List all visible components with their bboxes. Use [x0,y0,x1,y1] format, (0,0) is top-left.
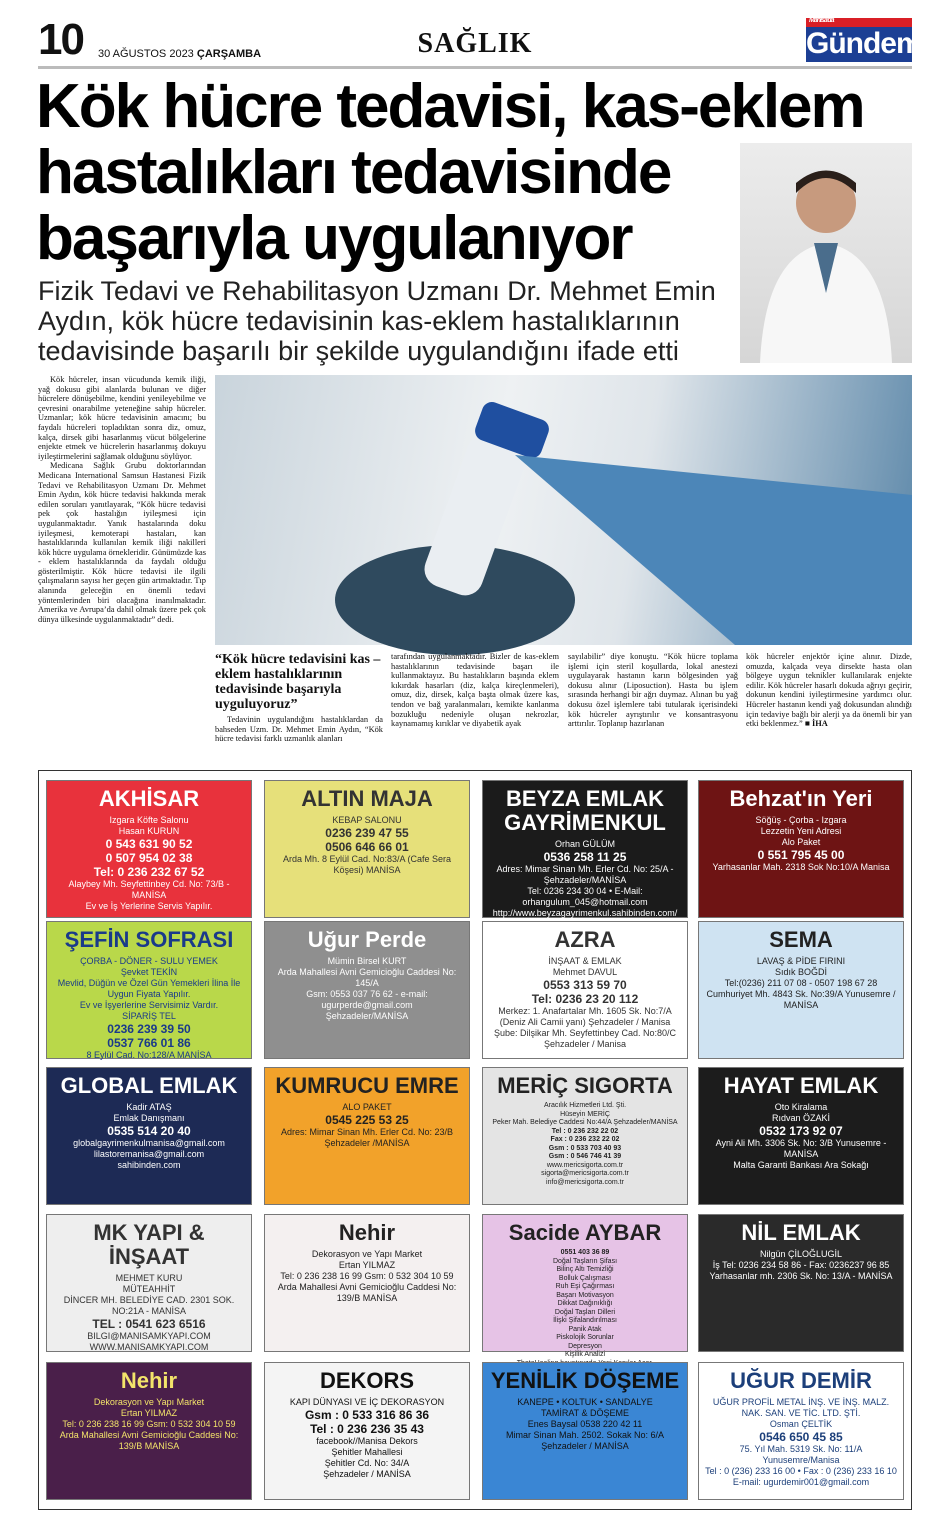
ad-title: GLOBAL EMLAK [60,1073,238,1098]
ad-line: 75. Yıl Mah. 5319 Sk. No: 11/A Yunusemre/Manisa [739,1444,863,1465]
ad-title: Nehir [120,1368,178,1393]
ad-line: Dikkat Dağınıklığı [557,1300,613,1307]
ad-title: SEMA [769,927,833,952]
ad-line: Emlak Danışmanı [113,1113,185,1123]
ad-line: Ertan YILMAZ [338,1260,396,1270]
ad-line: Hüseyin MERİÇ [560,1110,610,1118]
ad-line: Tel: 0236 234 30 04 • E-Mail: orhangulum_045@hotmail.com [522,886,648,907]
headline: Kök hücre tedavisi, kas-eklem hastalıkları tedavisinde başarıyla uygulanıyor [36,72,864,273]
ad-line: İş Tel: 0236 234 58 86 - Fax: 0236237 96 85 [712,1260,890,1270]
ad-line: 8 Eylül Cad. No:128/A MANİSA [86,1050,212,1060]
ad-line: Doğal Taşları Dilleri [554,1308,616,1316]
ad-line: Tel: 0236 23 20 112 [531,992,639,1006]
ad-line: 0546 650 45 85 [759,1430,843,1444]
ad-line: Orhan GÜLÜM [554,839,616,849]
ad-line: Başarı Motivasyon [556,1291,614,1299]
ad-line: Bolluk Çalışması [558,1274,612,1282]
ad-title: ALTIN MAJA [301,786,433,811]
ad-line: Cumhuriyet Mh. 4843 Sk. No:39/A Yunusemre / MANİSA [706,989,896,1010]
business-card-ad [698,780,904,918]
ad-line: Peker Mah. Belediye Caddesi No:44/A Şehzadeler/MANİSA [492,1119,678,1126]
ad-line: WWW.MANISAMKYAPI.COM [89,1342,209,1352]
ad-line: Arda Mh. 8 Eylül Cad. No:83/A (Cafe Sera Köşesi) MANİSA [282,854,452,875]
ad-line: globalgayrimenkulmanisa@gmail.com [73,1138,225,1148]
ad-line: Merkez: 1. Anafartalar Mh. 1605 Sk. No:7/A (Deniz Ali Camii yanı) Şehzadeler / Manisa [498,1006,672,1027]
ad-line: Tel: 0 236 238 16 99 Gsm: 0 532 304 10 59 [62,1419,236,1429]
ad-line: MÜTEAHHİT [122,1284,176,1294]
ad-line: Şehzadeler/MANİSA [325,1011,409,1021]
page-number: 10 [38,15,83,64]
ad-line: LAVAŞ & PİDE FIRINI [756,956,846,966]
ad-line: Yarhasanlar mh. 2306 Sk. No: 13/A - MANİSA [709,1271,893,1281]
ad-title: MERİÇ SIGORTA [497,1073,673,1098]
ad-line: Dekorasyon ve Yapı Market [311,1249,423,1259]
business-card-ad [46,921,252,1059]
business-card-ad [46,1214,252,1352]
ad-line: Dekorasyon ve Yapı Market [93,1397,205,1407]
ad-line: 0535 514 20 40 [107,1124,191,1138]
business-card-ad [482,1362,688,1500]
paragraph: tarafından uygulanmaktadır. Bizler de kas-eklem hastalıklarının tedavisinde başarı ile kullanmaktayız. Bu hastalıkların başında eklem kıkırdak hasarları (diz, kalça kireçlenmeleri), omuz, diz, dirsek, kalça başta olmak üzere kas, tendon ve bağ yaralanmaları, kemikte kanlanma bozukluğu nedeniyle oluşan nekrozlar, kaynamamış kırıklar ve diyabetik ayak [391,652,559,729]
ad-line: KAPI DÜNYASI VE İÇ DEKORASYON [289,1397,445,1407]
ad-line: Depresyon [568,1342,602,1350]
ad-line: Mehmet DAVUL [552,967,618,977]
business-card-ad [46,1067,252,1205]
ad-line: Ev ve İşyerlerine Servisimiz Vardır. [79,1000,219,1010]
ad-line: Enes Baysal 0538 220 42 11 [527,1419,643,1429]
ad-line: Şevket TEKİN [120,967,178,977]
ad-line: 0236 239 47 55 [325,826,409,840]
ad-line: Arda Mahallesi Avni Gemicioğlu Caddesi No: 139/B MANİSA [59,1430,239,1451]
news-agency-credit: ■ İHA [804,719,828,729]
ad-line: Panik Atak [568,1325,602,1333]
ad-line: Kişilik Analizi [564,1351,606,1358]
business-card-ad [264,1362,470,1500]
ad-line: http://www.beyzagayrimenkul.sahibinden.com/ [492,908,678,918]
ad-line: Aracılık Hizmetleri Ltd. Şti. [543,1102,627,1109]
ad-line: Lezzetin Yeni Adresi [760,826,842,836]
ad-line: İlişki Şifalandırılması [553,1317,617,1324]
ad-line: Arda Mahallesi Avni Gemicioğlu Caddesi No: 139/B MANİSA [277,1282,457,1303]
ad-line: Şehitler Cd. No: 34/A [324,1458,410,1468]
article-column-3 [391,652,559,729]
ad-title: UĞUR DEMİR [730,1368,872,1393]
ad-line: sahibinden.com [117,1160,181,1170]
advertisement-grid [38,770,912,1510]
ad-line: facebook//Manisa Dekors [316,1436,418,1446]
ad-line: Mimar Sinan Mah. 2502. Sokak No: 6/A Şehzadeler / MANİSA [505,1430,665,1451]
ad-line: 0236 239 39 50 [107,1022,191,1036]
ad-line: Gsm: 0553 037 76 62 - e-mail: ugurperde@gmail.com [306,989,428,1010]
ad-title: AKHİSAR [98,786,200,811]
business-card-ad [698,921,904,1059]
ad-line: Adres: Mimar Sinan Mh. Erler Cd. No: 23/B [280,1127,454,1137]
ad-line: Gsm : 0 533 703 40 93 [548,1144,622,1152]
ad-line: Gsm : 0 533 316 86 36 [304,1408,430,1422]
ad-line: 0506 646 66 01 [325,840,409,854]
newspaper-logo [806,17,922,62]
ad-line: Arda Mahallesi Avni Gemicioğlu Caddesi No: 145/A [277,967,457,988]
ad-line: 0536 258 11 25 [543,850,627,864]
ad-line: Şehzadeler / MANİSA [323,1469,411,1479]
ad-line: Sıdık BOĞDİ [774,967,827,977]
ad-line: info@mericsigorta.com.tr [546,1178,624,1186]
ad-title: Nehir [338,1220,396,1245]
ad-line: Tel: 0 236 232 67 52 [93,865,205,879]
doctor-photo [740,143,912,363]
ad-line: Gsm : 0 546 746 41 39 [548,1153,622,1160]
ad-line: SİPARİŞ TEL [122,1011,176,1021]
ad-line: 0 543 631 90 52 [105,837,193,851]
ad-line: www.mericsigorta.com.tr [546,1161,624,1169]
section-title: SAĞLIK [417,28,533,59]
ad-line: 0537 766 01 86 [107,1036,191,1050]
ad-line: ÇORBA - DÖNER - SULU YEMEK [80,956,218,966]
ad-line: Alaybey Mh. Seyfettinbey Cd. No: 73/B - MANİSA [68,879,230,900]
business-card-ad [264,1214,470,1352]
ad-title: KUMRUCU EMRE [275,1073,459,1098]
ad-line: Malta Garanti Bankası Ara Sokağı [733,1160,869,1170]
business-card-ad [264,1067,470,1205]
ad-title: AZRA [554,927,616,952]
ad-line: Tel : 0 236 236 35 43 [310,1422,424,1436]
ad-line: KEBAP SALONU [332,815,402,825]
business-card-ad [698,1214,904,1352]
ad-line: Tel:(0236) 211 07 08 - 0507 198 67 28 [724,978,878,988]
ad-title: HAYAT EMLAK [723,1073,879,1098]
business-card-ad [698,1362,904,1500]
ad-line: Şehzadeler /MANİSA [324,1138,410,1148]
ad-line: KANEPE • KOLTUK • SANDALYE [517,1397,653,1407]
ad-title: Sacide AYBAR [508,1220,662,1245]
ad-line: Söğüş - Çorba - Izgara [755,815,847,825]
ad-line: Alo Paket [781,837,821,847]
ad-title: ŞEFİN SOFRASI [64,927,234,952]
ad-line: Hasan KURUN [118,826,180,836]
weekday: ÇARŞAMBA [196,48,262,60]
subtitle: Fizik Tedavi ve Rehabilitasyon Uzmanı Dr. Mehmet Emin Aydın, kök hücre tedavisinin kas-eklem hastalıklarının tedavisinde başarılı bir şekilde uygulandığını ifade etti [38,276,716,366]
business-card-ad [264,780,470,918]
ad-line: 0551 403 36 89 [560,1249,610,1256]
ad-line: UĞUR PROFİL METAL İNŞ. VE İNŞ. MALZ. NAK. SAN. VE TİC. LTD. ŞTİ. [712,1397,890,1418]
article-column-4 [568,652,738,729]
ad-title: Behzat'ın Yeri [729,786,873,811]
ad-line: 0532 173 92 07 [759,1124,843,1138]
ad-line: 0553 313 59 70 [543,978,627,992]
paragraph: Kök hücreler, insan vücudunda kemik iliği, yağ dokusu gibi alanlarda bulunan ve diğer hücrelere dönüşebilme, kendini yenileyebilme ve çevresini onarabilme yeteneğine sahip hücreler. Uzmanlar; kök hücre tedavisinin amacını; bu faydalı hücreleri topladıktan sonra diz, omuz, kalça, dirsek gibi hasarlanmış vücut bölgelerine enjekte etmek ve hücrelerin hasarlanmış dokuyu iyileştirmelerini sağlamak olduğunu söylüyor. [38,375,206,461]
ad-line: Tel: 0 236 238 16 99 Gsm: 0 532 304 10 59 [280,1271,454,1281]
ad-line: Oto Kiralama [774,1102,828,1112]
ad-line: lilastoremanisa@gmail.com [93,1149,205,1159]
ad-title: Uğur Perde [307,927,427,952]
ad-line: Mümin Birsel KURT [327,956,407,966]
ad-line: E-mail: ugurdemir001@gmail.com [732,1477,870,1487]
ad-line: 0 507 954 02 38 [105,851,193,865]
ad-line: Mevlid, Düğün ve Özel Gün Yemekleri İlina İle Uygun Fiyata Yapılır. [57,978,241,999]
ad-line: Tel : 0 236 232 22 02 [551,1127,619,1135]
paragraph: Tedavinin uygulandığını hastalıklardan da bahseden Uzm. Dr. Mehmet Emin Aydın, “Kök hücre tedavisi farklı uzmanlık alanları [215,715,383,744]
ad-line: Ruh Eşi Çağırması [555,1283,615,1290]
ad-title: MK YAPI & İNŞAAT [93,1220,205,1269]
business-card-ad [482,921,688,1059]
business-card-ad [264,921,470,1059]
business-card-ad [46,780,252,918]
business-card-ad [482,1214,688,1358]
date: 30 AĞUSTOS 2023 [98,48,194,60]
business-card-ad [698,1067,904,1205]
business-card-ad [482,1067,688,1205]
ad-line: Tel : 0 (236) 233 16 00 • Fax : 0 (236) 233 16 10 [705,1466,897,1476]
ad-line: Adres: Mimar Sinan Mh. Erler Cd. No: 25/A - Şehzadeler/MANİSA [496,864,674,885]
business-card-ad [482,780,688,918]
ad-line: Şube: Dilşikar Mh. Seyfettinbey Cad. No:80/C Şehzadeler / Manisa [493,1028,677,1049]
subheading: “Kök hücre tedavisini kas – eklem hastalıklarının tedavisinde başarıyla uyguluyoruz” [215,652,381,712]
article-column-1 [38,375,206,624]
ad-line: Osman ÇELTİK [769,1419,833,1429]
ad-line: Ev ve İş Yerlerine Servis Yapılır. [85,901,213,911]
ad-title: YENİLİK DÖŞEME [490,1368,680,1393]
ad-line: BILGI@MANISAMKYAPI.COM [87,1331,211,1341]
paragraph: Medicana Sağlık Grubu doktorlarından Medicana International Samsun Hastanesi Fizik Tedavi ve Rehabilitasyon Uzmanı Dr. Mehmet Emin Aydın, kök hücre tedavisi hakkında merak edilen soruları yanıtlayarak, “Kök hücre tedavisi pek çok hastalığın iyileşmesi için uygulanmaktadır. Yanık hastalarında doku iyileşmesi, kemoterapi hastaları, kan hastalıklarında kullanılan kemik iliği nakilleri kök hücre uygulama örnekleridir. Günümüzde kas - eklem hastalıklarında da faydalı olduğu gösterilmiştir. Kök hücre tedavisi ile ilgili çalışmaların sayısı her geçen gün artmaktadır. Tıp alanında geleceğin en önemli tedavi yöntemlerinden biri olacağına inanılmaktadır. Amerika ve Avrupa’da dahil olmak üzere pek çok dünya ülkesinde uygulanmaktadır” dedi. [38,461,206,624]
ad-line: Doğal Taşların Şifası [552,1257,618,1265]
ad-line: MEHMET KURU [115,1273,183,1283]
ad-line: ALO PAKET [342,1102,392,1112]
ad-title: NİL EMLAK [741,1220,861,1245]
ad-line: Izgara Köfte Salonu [109,815,189,825]
ad-line: DİNCER MH. BELEDİYE CAD. 2301 SOK. NO:21A - MANİSA [63,1295,235,1316]
ad-line: Rıdvan ÖZAKİ [771,1113,831,1123]
ad-line: Piskolojik Sorunlar [556,1334,614,1341]
ad-line: Bilinç Altı Temizliği [556,1266,614,1273]
stem-cell-tube-photo [215,375,912,645]
ad-line: Ertan YILMAZ [120,1408,178,1418]
logo-tagline: Manisa'da [809,17,834,24]
ad-line: Ayni Ali Mh. 3306 Sk. No: 3/B Yunusemre - MANİSA [715,1138,887,1159]
ad-line: TEL : 0541 623 6516 [92,1317,206,1331]
ad-line: Şehitler Mahallesi [331,1447,403,1457]
ad-title: BEYZA EMLAK GAYRİMENKUL [504,786,666,835]
ad-title: DEKORS [319,1368,415,1393]
paragraph: sayılabilir” diye konuştu. “Kök hücre toplama işlemi için steril koşullarda, lokal anestezi uygulayarak hastanın karın bölgesinden yağ dokusu alınır (Liposuction). Hasta bu işlem sırasında herhangi bir ağrı duymaz. Alınan bu yağ dokusu özel işlemlere tabi tutularak içerisindeki kök hücreler ayrıştırılır ve konsantrasyonu arttırılır. Toplanıp hazırlanan [568,652,738,729]
business-card-ad [46,1362,252,1500]
paragraph: kök hücreler enjektör içine alınır. Dizde, omuzda, kalçada veya dirsekte hasta olan bölgeye uygun teknikler kullanılarak enjekte edilir. Kök hücreler hasarlı dokuda ağrıyı geçirir, dokunun kendini iyileştirmesine yardımcı olur. Hücreler hastanın kendi yağ dokusundan alındığı için tedaviye bağlı bir alerji ya da önemli bir yan etki beklenmez.” [746,652,912,729]
ad-line: Fax : 0 236 232 22 02 [550,1136,620,1143]
ad-line: İNŞAAT & EMLAK [548,956,622,966]
logo-text: Gündem [806,27,922,60]
ad-line: Yarhasanlar Mah. 2318 Sok No:10/A Manisa [712,862,890,872]
ad-line: TAMİRAT & DÖŞEME [540,1408,629,1418]
article-column-5 [746,652,912,729]
ad-line: sigorta@mericsigorta.com.tr [541,1170,629,1177]
ad-line: 0545 225 53 25 [325,1113,409,1127]
ad-line: 0 551 795 45 00 [757,848,845,862]
ad-line: Kadir ATAŞ [126,1102,172,1112]
article-column-2 [215,652,383,744]
header-rule [38,66,912,69]
ad-line: Nilgün ÇİLOĞLUGİL [759,1249,843,1259]
